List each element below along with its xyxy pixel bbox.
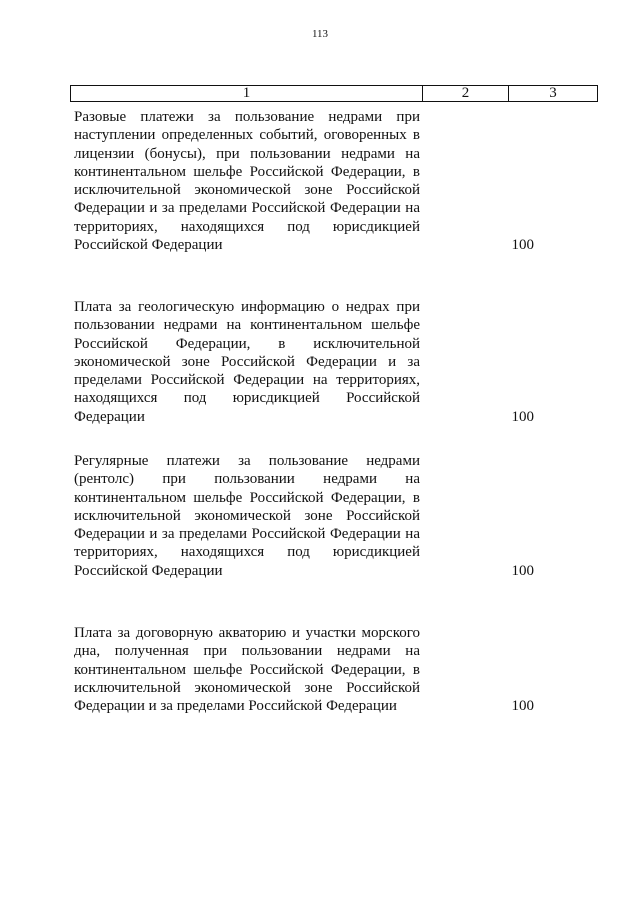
row-value: 100 bbox=[511, 408, 534, 425]
row-description: Разовые платежи за пользование недрами при наступлении определенных событий, оговоренных в лицензии (бонусы), при пользовании недрами на континентальном шельфе Российской Федерации, в исключительной экономической зоне Российской Федерации и за пределами Российской Федерации на территориях, находящихся под юрисдикцией Российской Федерации bbox=[74, 109, 420, 254]
row-value: 100 bbox=[511, 237, 534, 254]
table-row bbox=[74, 298, 534, 426]
row-description: Плата за геологическую информацию о недрах при пользовании недрами на континентальном шельфе Российской Федерации, в исключительной экономической зоне Российской Федерации и за пределами Российской Федерации на территориях, находящихся под юрисдикцией Российской Федерации bbox=[74, 299, 420, 425]
table-row bbox=[74, 108, 534, 254]
row-value: 100 bbox=[511, 562, 534, 579]
row-value: 100 bbox=[511, 698, 534, 715]
column-header-1: 1 bbox=[71, 86, 423, 101]
page-number: 113 bbox=[311, 28, 329, 40]
column-header-3: 3 bbox=[549, 85, 557, 101]
row-description: Регулярные платежи за пользование недрами (рентолс) при пользовании недрами на континентальном шельфе Российской Федерации, в исключительной экономической зоне Российской Федерации и за пределами Российской Федерации на территориях, находящихся под юрисдикцией Российской Федерации bbox=[74, 453, 420, 579]
table-row bbox=[74, 624, 534, 715]
row-description: Плата за договорную акваторию и участки морского дна, полученная при пользовании недрами на континентальном шельфе Российской Федерации, в исключительной экономической зоне Российской Федерации и за пределами Российской Федерации bbox=[74, 625, 420, 715]
column-header-2: 2 bbox=[423, 86, 509, 101]
table-row bbox=[74, 452, 534, 580]
table-header-row bbox=[70, 85, 598, 102]
